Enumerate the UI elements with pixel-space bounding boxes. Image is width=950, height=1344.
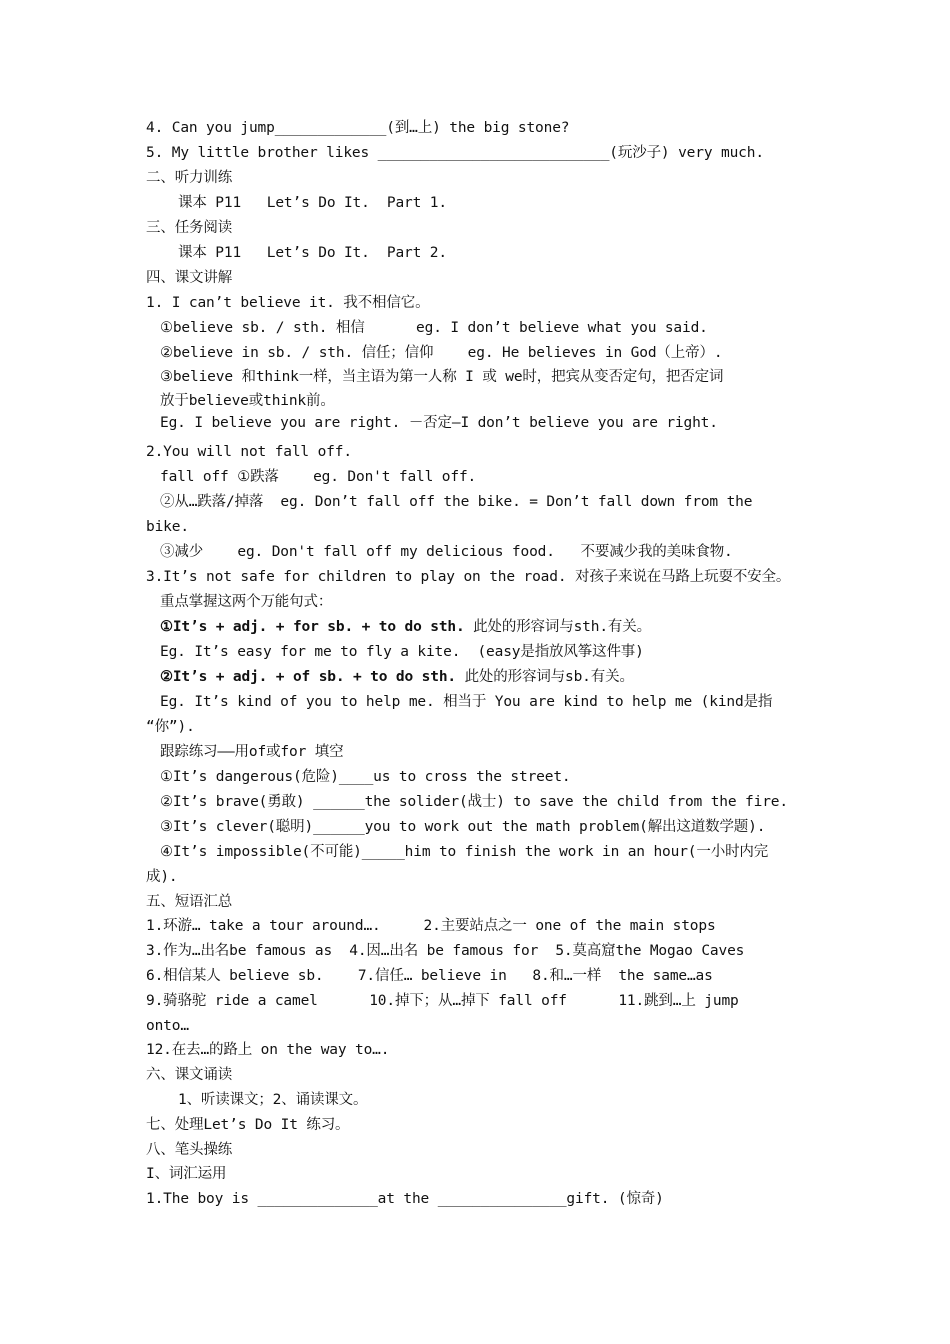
- text-line: 1、听读课文；2、诵读课文。: [178, 1092, 368, 1108]
- bold-pattern: ②It’s + adj. + of sb. + to do sth.: [160, 669, 456, 685]
- text-line: 课本 P11 Let’s Do It. Part 1.: [178, 195, 447, 211]
- text-line: 二、听力训练: [146, 170, 233, 186]
- text-line: Eg. I believe you are right. －否定—I don’t believe you are right.: [160, 415, 718, 431]
- text-line: ②believe in sb. / sth. 信任；信仰 eg. He believes in God（上帝）.: [160, 345, 723, 361]
- text-line: ④It’s impossible(不可能)_____him to finish the work in an hour(一小时内完: [160, 844, 769, 860]
- text-line: 1.环游… take a tour around…. 2.主要站点之一 one of the main stops: [146, 918, 716, 934]
- text-line: 八、笔头操练: [146, 1142, 233, 1158]
- text-line: [160, 617, 651, 637]
- text-line: 6.相信某人 believe sb. 7.信任… believe in 8.和…一样 the same…as: [146, 968, 713, 984]
- text-line: fall off ①跌落 eg. Don't fall off.: [160, 469, 477, 485]
- text-line: 放于believe或think前。: [160, 393, 335, 409]
- text-line: 五、短语汇总: [146, 894, 233, 910]
- text-line: Eg. It’s easy for me to fly a kite. (easy是指放风筝这件事): [160, 644, 644, 660]
- text-line: 七、处理Let’s Do It 练习。: [146, 1117, 350, 1133]
- text-line: ③减少 eg. Don't fall off my delicious food. 不要减少我的美味食物.: [160, 544, 733, 560]
- text-line: “你”).: [146, 719, 195, 735]
- text-line: [160, 667, 634, 687]
- text-line: ①believe sb. / sth. 相信 eg. I don’t believe what you said.: [160, 320, 708, 336]
- text-line: 2.You will not fall off.: [146, 444, 352, 460]
- text-line: ①It’s dangerous(危险)____us to cross the street.: [160, 769, 571, 785]
- text-line: ②从…跌落/掉落 eg. Don’t fall off the bike. = Don’t fall down from the: [160, 494, 753, 510]
- text-line: ②It’s brave(勇敢) ______the solider(战士) to save the child from the fire.: [160, 794, 788, 810]
- text-line: bike.: [146, 519, 189, 535]
- text-line: 3.作为…出名be famous as 4.因…出名 be famous for 5.莫高窟the Mogao Caves: [146, 943, 745, 959]
- bold-pattern: ①It’s + adj. + for sb. + to do sth.: [160, 619, 465, 635]
- text-line: ③It’s clever(聪明)______you to work out the math problem(解出这道数学题).: [160, 819, 766, 835]
- text-line: 4. Can you jump_____________(到…上) the big stone?: [146, 120, 570, 136]
- text-line: 三、任务阅读: [146, 220, 233, 236]
- text-line: onto…: [146, 1018, 189, 1034]
- pattern-note: 此处的形容词与sth.有关。: [464, 619, 651, 635]
- text-line: I、词汇运用: [146, 1166, 227, 1182]
- text-line: 5. My little brother likes ___________________________(玩沙子) very much.: [146, 145, 764, 161]
- text-line: 课本 P11 Let’s Do It. Part 2.: [178, 245, 447, 261]
- text-line: 跟踪练习——用of或for 填空: [160, 744, 344, 760]
- text-line: 1.The boy is ______________at the _______________gift. (惊奇): [146, 1191, 664, 1207]
- text-line: 1. I can’t believe it. 我不相信它。: [146, 295, 430, 311]
- text-line: 9.骑骆驼 ride a camel 10.掉下；从…掉下 fall off 11.跳到…上 jump: [146, 993, 739, 1009]
- text-line: 12.在去…的路上 on the way to….: [146, 1042, 390, 1058]
- text-line: 四、课文讲解: [146, 270, 233, 286]
- text-line: 成).: [146, 869, 178, 885]
- pattern-note: 此处的形容词与sb.有关。: [455, 669, 634, 685]
- text-line: 3.It’s not safe for children to play on the road. 对孩子来说在马路上玩耍不安全。: [146, 569, 791, 585]
- text-line: ③believe 和think一样，当主语为第一人称 I 或 we时，把宾从变否定句，把否定词: [160, 369, 724, 385]
- text-line: Eg. It’s kind of you to help me. 相当于 You are kind to help me (kind是指: [160, 694, 773, 710]
- text-line: 六、课文诵读: [146, 1067, 233, 1083]
- text-line: 重点掌握这两个万能句式：: [160, 594, 333, 610]
